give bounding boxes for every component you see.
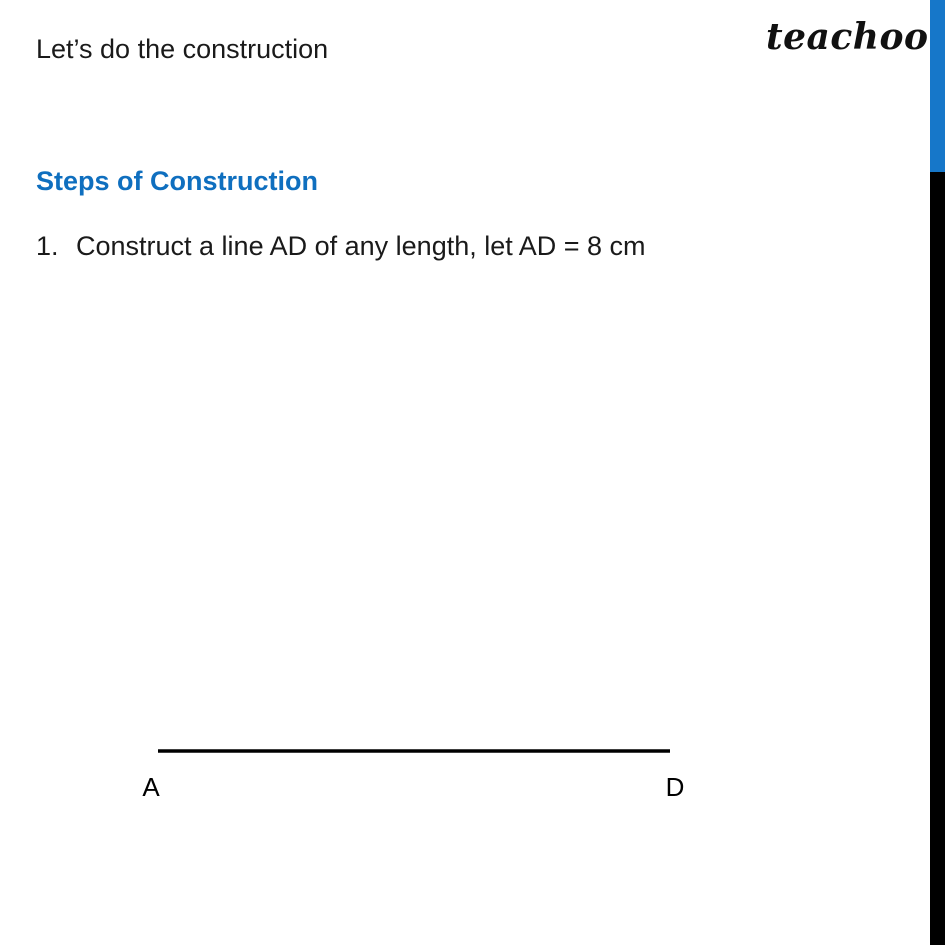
step-number: 1. [36, 231, 59, 261]
point-label-a: A [142, 772, 160, 802]
point-label-d: D [665, 772, 685, 802]
intro-text: Let’s do the construction [36, 34, 329, 64]
teachoo-logo: teachoo [766, 16, 929, 58]
scrollbar-thumb[interactable] [930, 0, 945, 172]
section-heading: Steps of Construction [36, 166, 318, 196]
step-text: Construct a line AD of any length, let AD = 8 cm [76, 231, 646, 261]
